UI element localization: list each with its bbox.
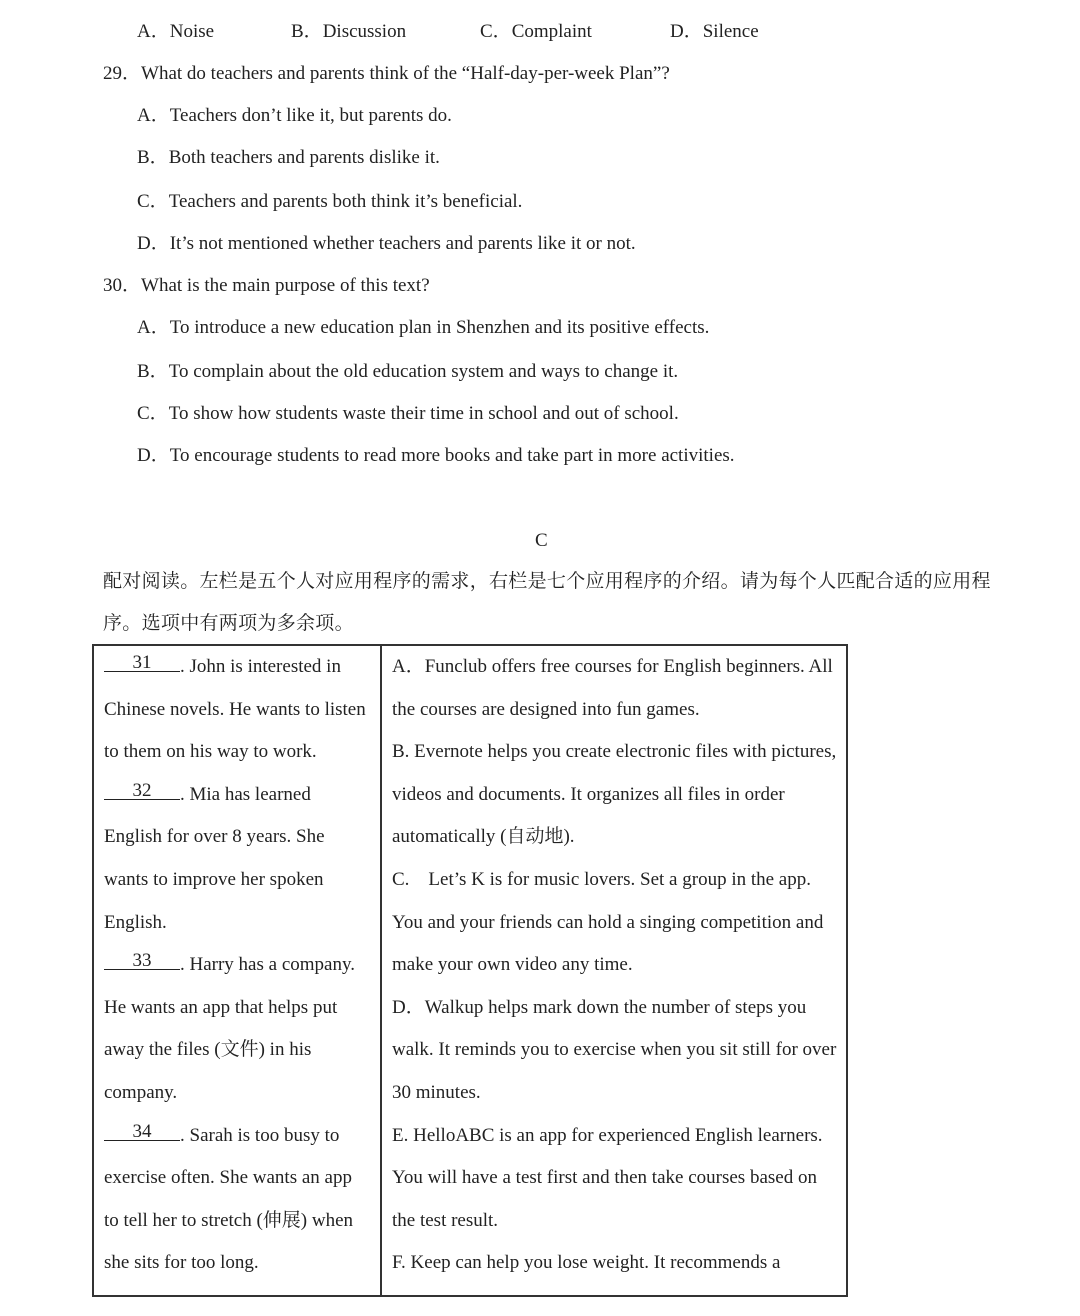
question-text: What do teachers and parents think of the “Half-day-per-week Plan”? bbox=[141, 63, 670, 84]
option-text: To show how students waste their time in school and out of school. bbox=[168, 403, 679, 424]
person-need-text: to them on his way to work. bbox=[104, 741, 317, 763]
app-description-line bbox=[382, 816, 846, 859]
app-description-line bbox=[382, 902, 846, 945]
person-need-text: she sits for too long. bbox=[104, 1252, 259, 1274]
person-need-line bbox=[94, 689, 380, 732]
person-need-text: English. bbox=[104, 911, 167, 933]
matching-table bbox=[92, 644, 848, 1297]
app-description-text: make your own video any time. bbox=[392, 954, 633, 976]
app-description-text: D．Walkup helps mark down the number of steps you bbox=[392, 996, 807, 1018]
option-text: Complaint bbox=[511, 21, 592, 42]
app-description-line bbox=[382, 731, 846, 774]
app-description-line bbox=[382, 646, 846, 689]
app-description-text: You will have a test first and then take courses based on bbox=[392, 1167, 817, 1189]
question-number: 30． bbox=[103, 275, 142, 296]
option-28-d bbox=[670, 22, 759, 41]
app-description-text: F. Keep can help you lose weight. It recommends a bbox=[392, 1252, 781, 1274]
app-description-line bbox=[382, 1115, 846, 1158]
person-need-text: . Mia has learned bbox=[180, 783, 311, 805]
app-description-line bbox=[382, 1157, 846, 1200]
person-need-text: company. bbox=[104, 1081, 178, 1103]
person-need-line bbox=[94, 987, 380, 1030]
answer-blank[interactable]: 33 bbox=[104, 952, 180, 970]
option-text: Silence bbox=[702, 21, 759, 42]
option-28-c bbox=[480, 22, 592, 41]
app-description-line bbox=[382, 1072, 846, 1115]
option-28-b bbox=[291, 22, 406, 41]
app-description-line bbox=[382, 987, 846, 1030]
option-30-b bbox=[137, 362, 678, 381]
person-need-line bbox=[94, 859, 380, 902]
people-needs-column bbox=[93, 645, 381, 1296]
question-30-stem bbox=[103, 276, 430, 295]
option-label: A． bbox=[137, 105, 170, 126]
option-text: To complain about the old education system and ways to change it. bbox=[168, 361, 679, 382]
option-29-d bbox=[137, 234, 636, 253]
option-28-a bbox=[137, 22, 214, 41]
people-needs-lines bbox=[94, 646, 380, 1285]
option-label: C． bbox=[137, 403, 169, 424]
person-need-line bbox=[94, 1242, 380, 1285]
option-29-b bbox=[137, 148, 440, 167]
option-29-a bbox=[137, 106, 452, 125]
app-description-line bbox=[382, 1242, 846, 1285]
option-30-d bbox=[137, 446, 735, 465]
person-need-line bbox=[94, 1157, 380, 1200]
app-description-text: videos and documents. It organizes all files in order bbox=[392, 783, 785, 805]
app-description-line bbox=[382, 689, 846, 732]
option-label: A． bbox=[137, 317, 170, 338]
person-need-text: Chinese novels. He wants to listen bbox=[104, 698, 366, 720]
person-need-text: . Harry has a company. bbox=[180, 954, 355, 976]
app-description-text: automatically (自动地). bbox=[392, 826, 575, 848]
person-need-line bbox=[94, 1115, 380, 1158]
person-need-text: to tell her to stretch (伸展) when bbox=[104, 1209, 354, 1231]
option-label: B． bbox=[291, 21, 323, 42]
option-text: To introduce a new education plan in Shenzhen and its positive effects. bbox=[169, 317, 710, 338]
question-text: What is the main purpose of this text? bbox=[141, 275, 430, 296]
app-descriptions-lines bbox=[382, 646, 846, 1285]
person-need-line bbox=[94, 1072, 380, 1115]
option-label: C． bbox=[137, 191, 169, 212]
option-label: D． bbox=[670, 21, 703, 42]
person-need-text: . Sarah is too busy to bbox=[180, 1124, 340, 1146]
section-instruction-line-1: 配对阅读。左栏是五个人对应用程序的需求，右栏是七个应用程序的介绍。请为每个人匹配合适的应用程 bbox=[103, 571, 991, 592]
option-label: C． bbox=[480, 21, 512, 42]
option-30-c bbox=[137, 404, 679, 423]
section-instruction-line-2: 序。选项中有两项为多余项。 bbox=[103, 613, 354, 634]
person-need-text: wants to improve her spoken bbox=[104, 868, 324, 890]
person-need-line bbox=[94, 944, 380, 987]
app-description-line bbox=[382, 859, 846, 902]
app-description-text: walk. It reminds you to exercise when you sit still for over bbox=[392, 1039, 837, 1061]
app-description-text: C. Let’s K is for music lovers. Set a group in the app. bbox=[392, 868, 811, 890]
answer-blank[interactable]: 32 bbox=[104, 782, 180, 800]
option-text: It’s not mentioned whether teachers and parents like it or not. bbox=[169, 233, 636, 254]
app-description-text: You and your friends can hold a singing competition and bbox=[392, 911, 824, 933]
person-need-text: . John is interested in bbox=[180, 656, 341, 677]
app-description-text: E. HelloABC is an app for experienced English learners. bbox=[392, 1124, 823, 1146]
app-description-text: the courses are designed into fun games. bbox=[392, 698, 700, 720]
person-need-line bbox=[94, 731, 380, 774]
app-description-line bbox=[382, 1200, 846, 1243]
option-text: Noise bbox=[169, 21, 215, 42]
person-need-line bbox=[94, 774, 380, 817]
question-29-stem bbox=[103, 64, 670, 83]
person-need-line bbox=[94, 646, 380, 689]
option-label: D． bbox=[137, 233, 170, 254]
app-description-text: B. Evernote helps you create electronic files with pictures, bbox=[392, 741, 837, 763]
option-text: Teachers don’t like it, but parents do. bbox=[169, 105, 452, 126]
person-need-text: exercise often. She wants an app bbox=[104, 1167, 352, 1189]
app-descriptions-column bbox=[381, 645, 847, 1296]
person-need-text: He wants an app that helps put bbox=[104, 996, 338, 1018]
app-description-line bbox=[382, 774, 846, 817]
question-number: 29． bbox=[103, 63, 142, 84]
answer-blank[interactable]: 34 bbox=[104, 1123, 180, 1141]
option-text: Both teachers and parents dislike it. bbox=[168, 147, 440, 168]
person-need-line bbox=[94, 1200, 380, 1243]
section-heading: C bbox=[535, 530, 548, 551]
person-need-line bbox=[94, 816, 380, 859]
person-need-text: away the files (文件) in his bbox=[104, 1039, 312, 1061]
app-description-line bbox=[382, 1029, 846, 1072]
option-30-a bbox=[137, 318, 709, 337]
app-description-text: 30 minutes. bbox=[392, 1081, 481, 1103]
person-need-line bbox=[94, 902, 380, 945]
option-label: D． bbox=[137, 445, 170, 466]
option-text: Discussion bbox=[322, 21, 407, 42]
option-label: B． bbox=[137, 361, 169, 382]
person-need-text: English for over 8 years. She bbox=[104, 826, 325, 848]
answer-blank[interactable]: 31 bbox=[104, 654, 180, 672]
person-need-line bbox=[94, 1029, 380, 1072]
option-text: To encourage students to read more books and take part in more activities. bbox=[169, 445, 735, 466]
app-description-text: A．Funclub offers free courses for English beginners. All bbox=[392, 656, 833, 677]
option-label: B． bbox=[137, 147, 169, 168]
option-text: Teachers and parents both think it’s beneficial. bbox=[168, 191, 523, 212]
app-description-line bbox=[382, 944, 846, 987]
app-description-text: the test result. bbox=[392, 1209, 499, 1231]
option-label: A． bbox=[137, 21, 170, 42]
option-29-c bbox=[137, 192, 522, 211]
